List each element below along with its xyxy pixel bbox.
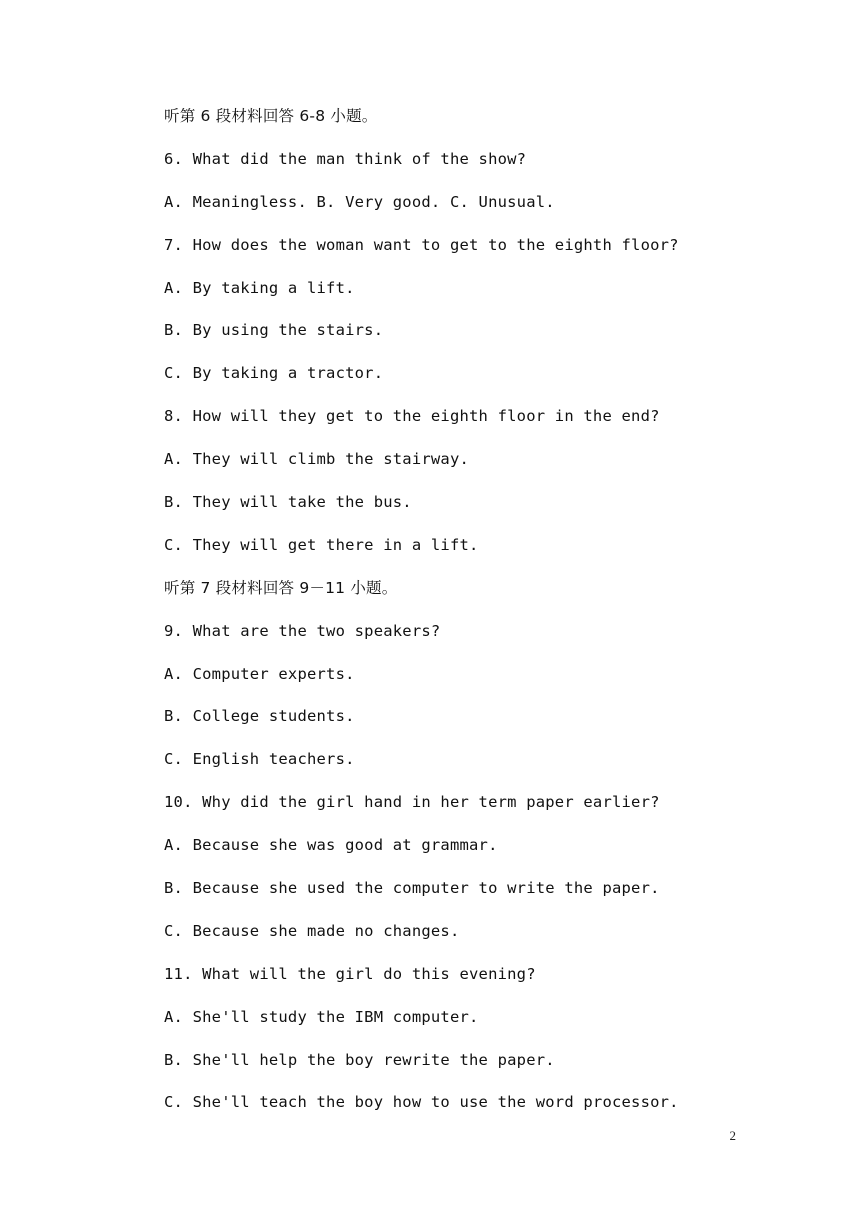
question-7-option-c: C. By taking a tractor. [164, 364, 384, 383]
question-7-option-b: B. By using the stairs. [164, 321, 384, 340]
question-11-option-a: A. She'll study the IBM computer. [164, 1007, 479, 1026]
question-8-option-a: A. They will climb the stairway. [164, 450, 470, 469]
question-6-options: A. Meaningless. B. Very good. C. Unusual. [164, 192, 555, 211]
question-10-option-b: B. Because she used the computer to write the paper. [164, 879, 660, 898]
question-8-option-b: B. They will take the bus. [164, 493, 412, 512]
section-heading: 听第 7 段材料回答 9－11 小题。 [164, 578, 398, 597]
question-9-option-a: A. Computer experts. [164, 664, 355, 683]
question-10-option-a: A. Because she was good at grammar. [164, 836, 498, 855]
question-6: 6. What did the man think of the show? [164, 149, 527, 168]
document-body [164, 103, 804, 1132]
question-10: 10. Why did the girl hand in her term paper earlier? [164, 793, 660, 812]
question-8-option-c: C. They will get there in a lift. [164, 535, 479, 554]
question-11-option-b: B. She'll help the boy rewrite the paper. [164, 1050, 555, 1069]
question-9-option-c: C. English teachers. [164, 750, 355, 769]
question-7-option-a: A. By taking a lift. [164, 278, 355, 297]
question-11: 11. What will the girl do this evening? [164, 964, 536, 983]
question-9-option-b: B. College students. [164, 707, 355, 726]
question-10-option-c: C. Because she made no changes. [164, 921, 460, 940]
question-11-option-c: C. She'll teach the boy how to use the word processor. [164, 1093, 679, 1112]
question-7: 7. How does the woman want to get to the eighth floor? [164, 235, 679, 254]
question-8: 8. How will they get to the eighth floor in the end? [164, 407, 660, 426]
question-9: 9. What are the two speakers? [164, 621, 441, 640]
page-number: 2 [729, 1128, 736, 1143]
section-heading: 听第 6 段材料回答 6-8 小题。 [164, 107, 378, 125]
